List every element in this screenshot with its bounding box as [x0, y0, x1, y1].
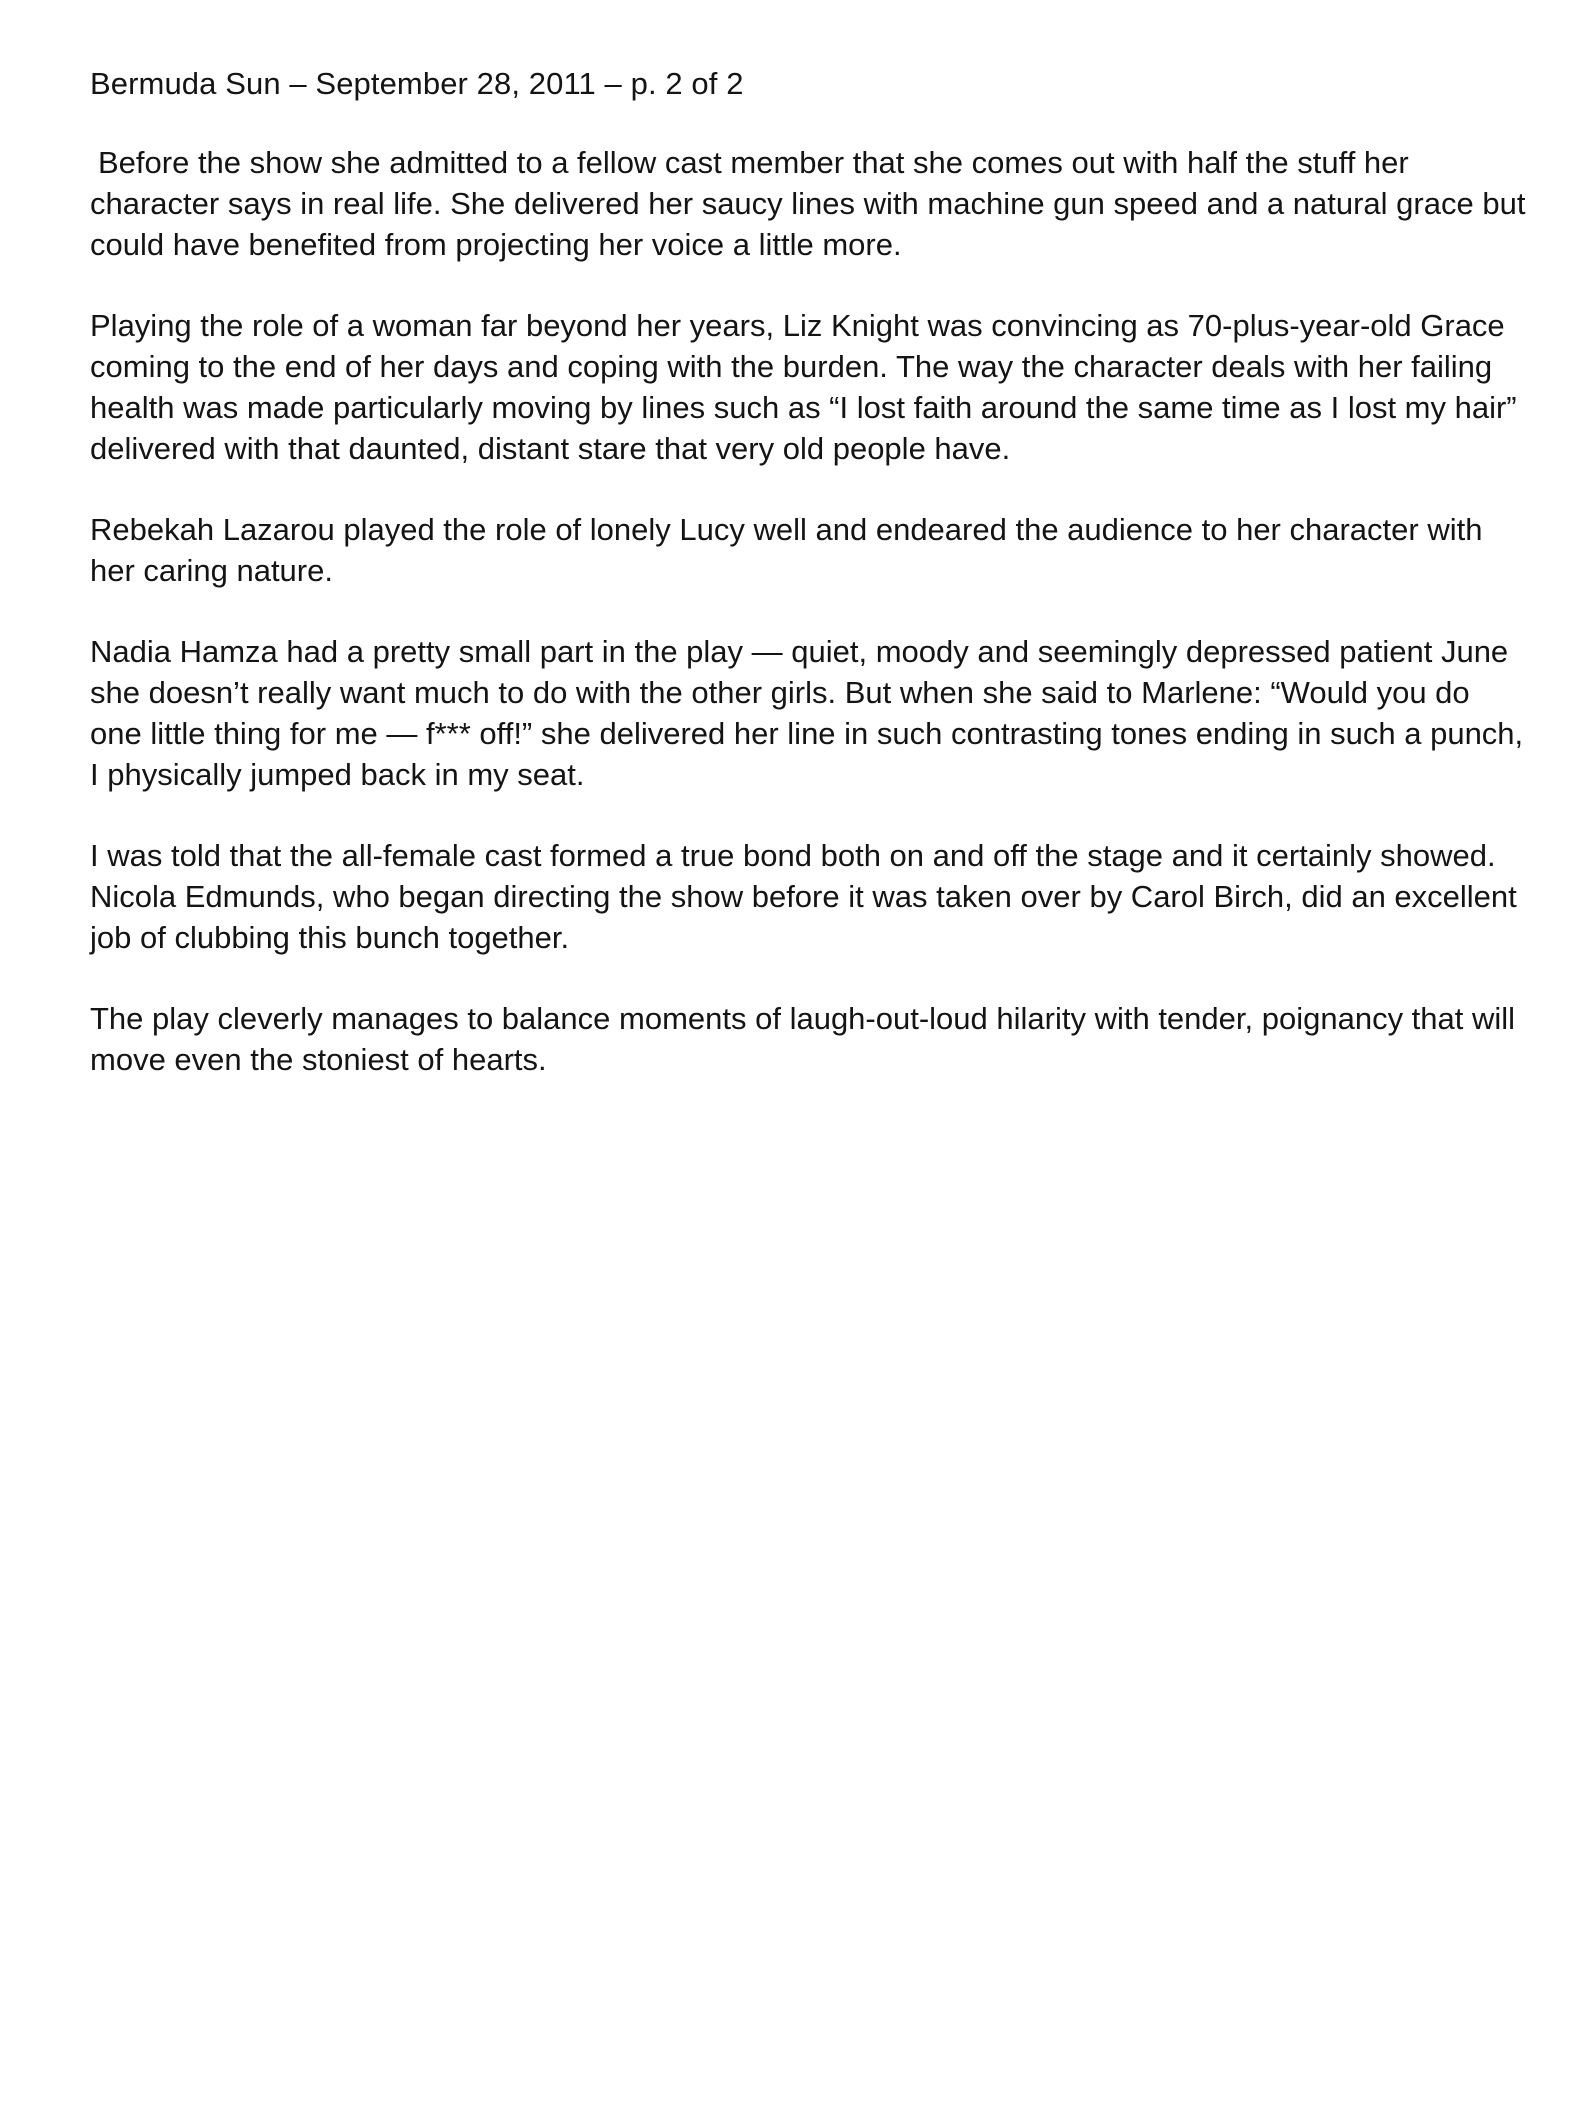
article-paragraph-5: I was told that the all-female cast formed a true bond both on and off the stage and it certainly showed. Nicola Edmunds, who began directing the show before it was taken over by Carol Birch, did an excellent job of clubbing this bunch together. [90, 838, 1517, 955]
article-paragraph-6: The play cleverly manages to balance moments of laugh-out-loud hilarity with tender, poignancy that will move even the stoniest of hearts. [90, 1001, 1516, 1077]
article-paragraph-2: Playing the role of a woman far beyond her years, Liz Knight was convincing as 70-plus-year-old Grace coming to the end of her days and coping with the burden. The way the character deals with her failing health was made particularly moving by lines such as “I lost faith around the same time as I lost my hair” delivered with that daunted, distant stare that very old people have. [90, 308, 1517, 466]
page-header: Bermuda Sun – September 28, 2011 – p. 2 of 2 [90, 66, 744, 101]
article-paragraph-1: Before the show she admitted to a fellow cast member that she comes out with half the stuff her character says in real life. She delivered her saucy lines with machine gun speed and a natural grace but could have benefited from projecting her voice a little more. [90, 145, 1526, 262]
article-paragraph-4: Nadia Hamza had a pretty small part in the play — quiet, moody and seemingly depressed patient June she doesn’t really want much to do with the other girls. But when she said to Marlene: “Would you do one little thing for me — f*** off!” she delivered her line in such contrasting tones ending in such a punch, I physically jumped back in my seat. [90, 634, 1524, 792]
article-paragraph-3: Rebekah Lazarou played the role of lonely Lucy well and endeared the audience to her character with her caring nature. [90, 512, 1483, 588]
